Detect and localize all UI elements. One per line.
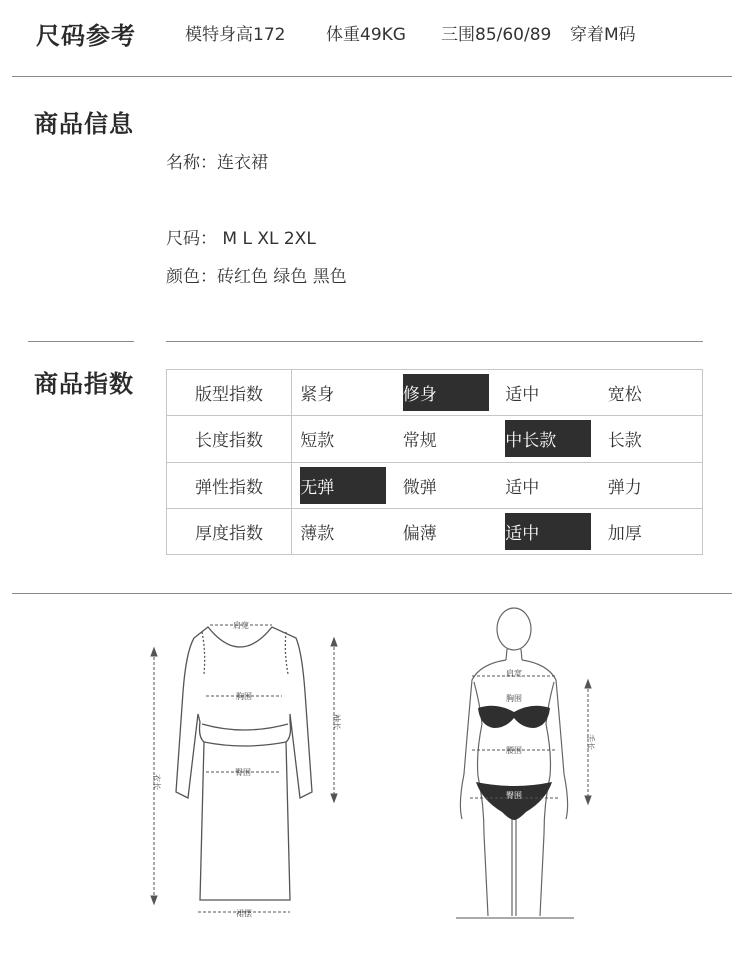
model-height: 模特身高172 [185,25,286,45]
product-info-title: 商品信息 [34,110,134,138]
index-option: 适中 [505,477,540,498]
index-options-cell [292,462,703,508]
index-row-label: 弹性指数 [167,462,292,508]
model-size: 穿着M码 [570,25,636,45]
body-arm-label: 手长 [586,734,595,750]
index-option: 微弹 [402,477,437,498]
dress-waist-label: 臀围 [235,768,251,777]
product-sizes: 尺码： M L XL 2XL [166,229,316,249]
divider [166,341,703,342]
index-row [167,370,703,416]
index-option: 紧身 [300,385,335,406]
index-row-label: 厚度指数 [167,508,292,554]
index-row [167,416,703,462]
index-option-selected: 中长款 [505,420,591,457]
index-option: 宽松 [607,385,642,406]
index-option: 短款 [300,431,335,452]
dress-length-label: 衣长 [152,774,161,790]
index-row [167,462,703,508]
body-waist-label: 腰围 [506,746,522,755]
index-row-label: 长度指数 [167,416,292,462]
body-shoulder-label: 肩宽 [506,669,522,678]
dress-diagram [140,612,350,927]
divider [12,593,732,594]
index-option: 长款 [607,431,642,452]
index-option-selected: 适中 [505,513,591,550]
dress-hem-label: 裙摆 [236,909,252,918]
body-chest-label: 胸围 [506,694,522,703]
index-row-label: 版型指数 [167,370,292,416]
divider [28,341,134,342]
model-weight: 体重49KG [326,25,406,45]
index-option: 常规 [402,431,437,452]
index-options-cell [292,508,703,554]
divider [12,76,732,77]
model-measurements: 三围85/60/89 [441,25,552,45]
product-colors: 颜色：砖红色 绿色 黑色 [166,267,347,287]
body-diagram [440,604,620,926]
dress-shoulder-label: 肩宽 [233,621,249,630]
product-index-title: 商品指数 [34,370,134,398]
index-option: 加厚 [607,523,642,544]
index-option-selected: 修身 [403,374,489,411]
index-option: 适中 [505,385,540,406]
index-option: 薄款 [300,523,335,544]
body-hip-label: 臀围 [506,791,522,800]
size-ref-title: 尺码参考 [36,22,136,50]
index-option: 弹力 [607,477,642,498]
dress-sleeve-label: 袖长 [332,714,341,730]
index-table [166,369,703,555]
index-options-cell [292,416,703,462]
dress-chest-label: 胸围 [236,692,252,701]
index-option-selected: 无弹 [300,467,386,504]
index-option: 偏薄 [402,523,437,544]
index-options-cell [292,370,703,416]
index-row [167,508,703,554]
product-name: 名称：连衣裙 [166,153,268,173]
